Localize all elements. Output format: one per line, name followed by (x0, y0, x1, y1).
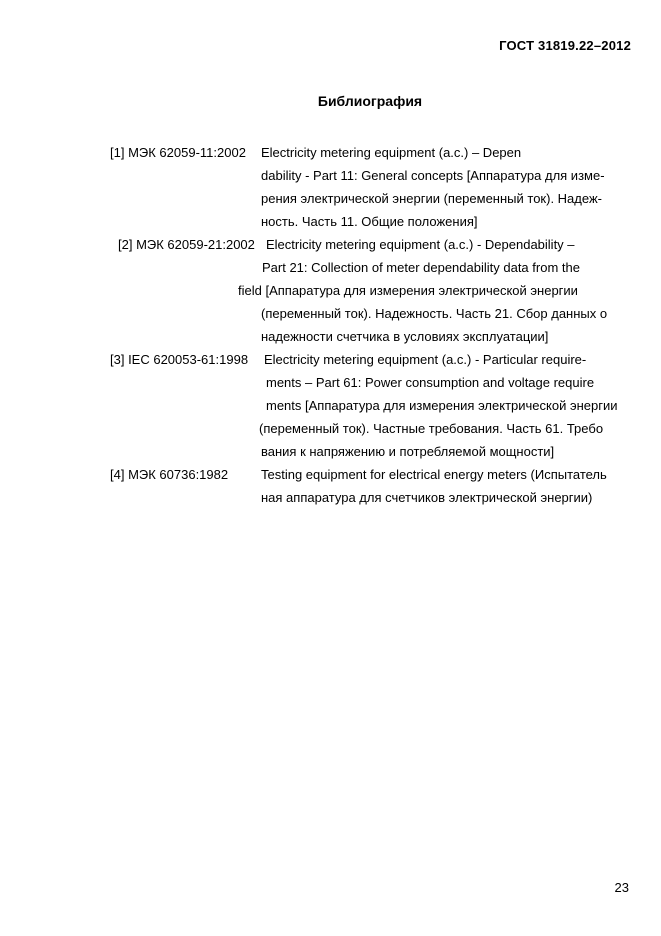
entry-label: [3] IEC 620053-61:1998 (110, 352, 249, 367)
entry-text-line: Electricity metering equipment (a.c.) - Dependability – (266, 237, 575, 252)
entry-text-line: field [Аппаратура для измерения электрической энергии (238, 283, 578, 298)
entry-text-line: (переменный ток). Надежность. Часть 21. Сбор данных о (261, 306, 608, 321)
entry-text-line: (переменный ток). Частные требования. Часть 61. Требо (259, 421, 604, 436)
bibliography-title: Библиография (317, 93, 423, 109)
entry-label: [1] МЭК 62059-11:2002 (110, 145, 246, 160)
entry-text-line: Testing equipment for electrical energy meters (Испытатель (261, 467, 607, 482)
entry-text-line: dability - Part 11: General concepts [Аппаратура для изме- (261, 168, 605, 183)
entry-label: [4] МЭК 60736:1982 (110, 467, 229, 482)
entry-text-line: ная аппаратура для счетчиков электрической энергии) (261, 490, 593, 505)
entry-text-line: ments – Part 61: Power consumption and voltage require (266, 375, 595, 390)
entry-text-line: вания к напряжению и потребляемой мощности] (261, 444, 555, 459)
entry-text-line: ments [Аппаратура для измерения электрической энергии (266, 398, 618, 413)
entry-label: [2] МЭК 62059-21:2002 (118, 237, 255, 252)
entry-text-line: Electricity metering equipment (a.c.) - Particular require- (264, 352, 587, 367)
entry-text-line: рения электрической энергии (переменный ток). Надеж- (261, 191, 602, 206)
entry-text-line: надежности счетчика в условиях эксплуатации] (261, 329, 549, 344)
page-number: 23 (614, 880, 629, 895)
entry-text-line: ность. Часть 11. Общие положения] (261, 214, 478, 229)
entry-text-line: Part 21: Collection of meter dependability data from the (262, 260, 580, 275)
entry-text-line: Electricity metering equipment (a.c.) – Depen (261, 145, 522, 160)
standard-code-header: ГОСТ 31819.22–2012 (499, 38, 631, 53)
